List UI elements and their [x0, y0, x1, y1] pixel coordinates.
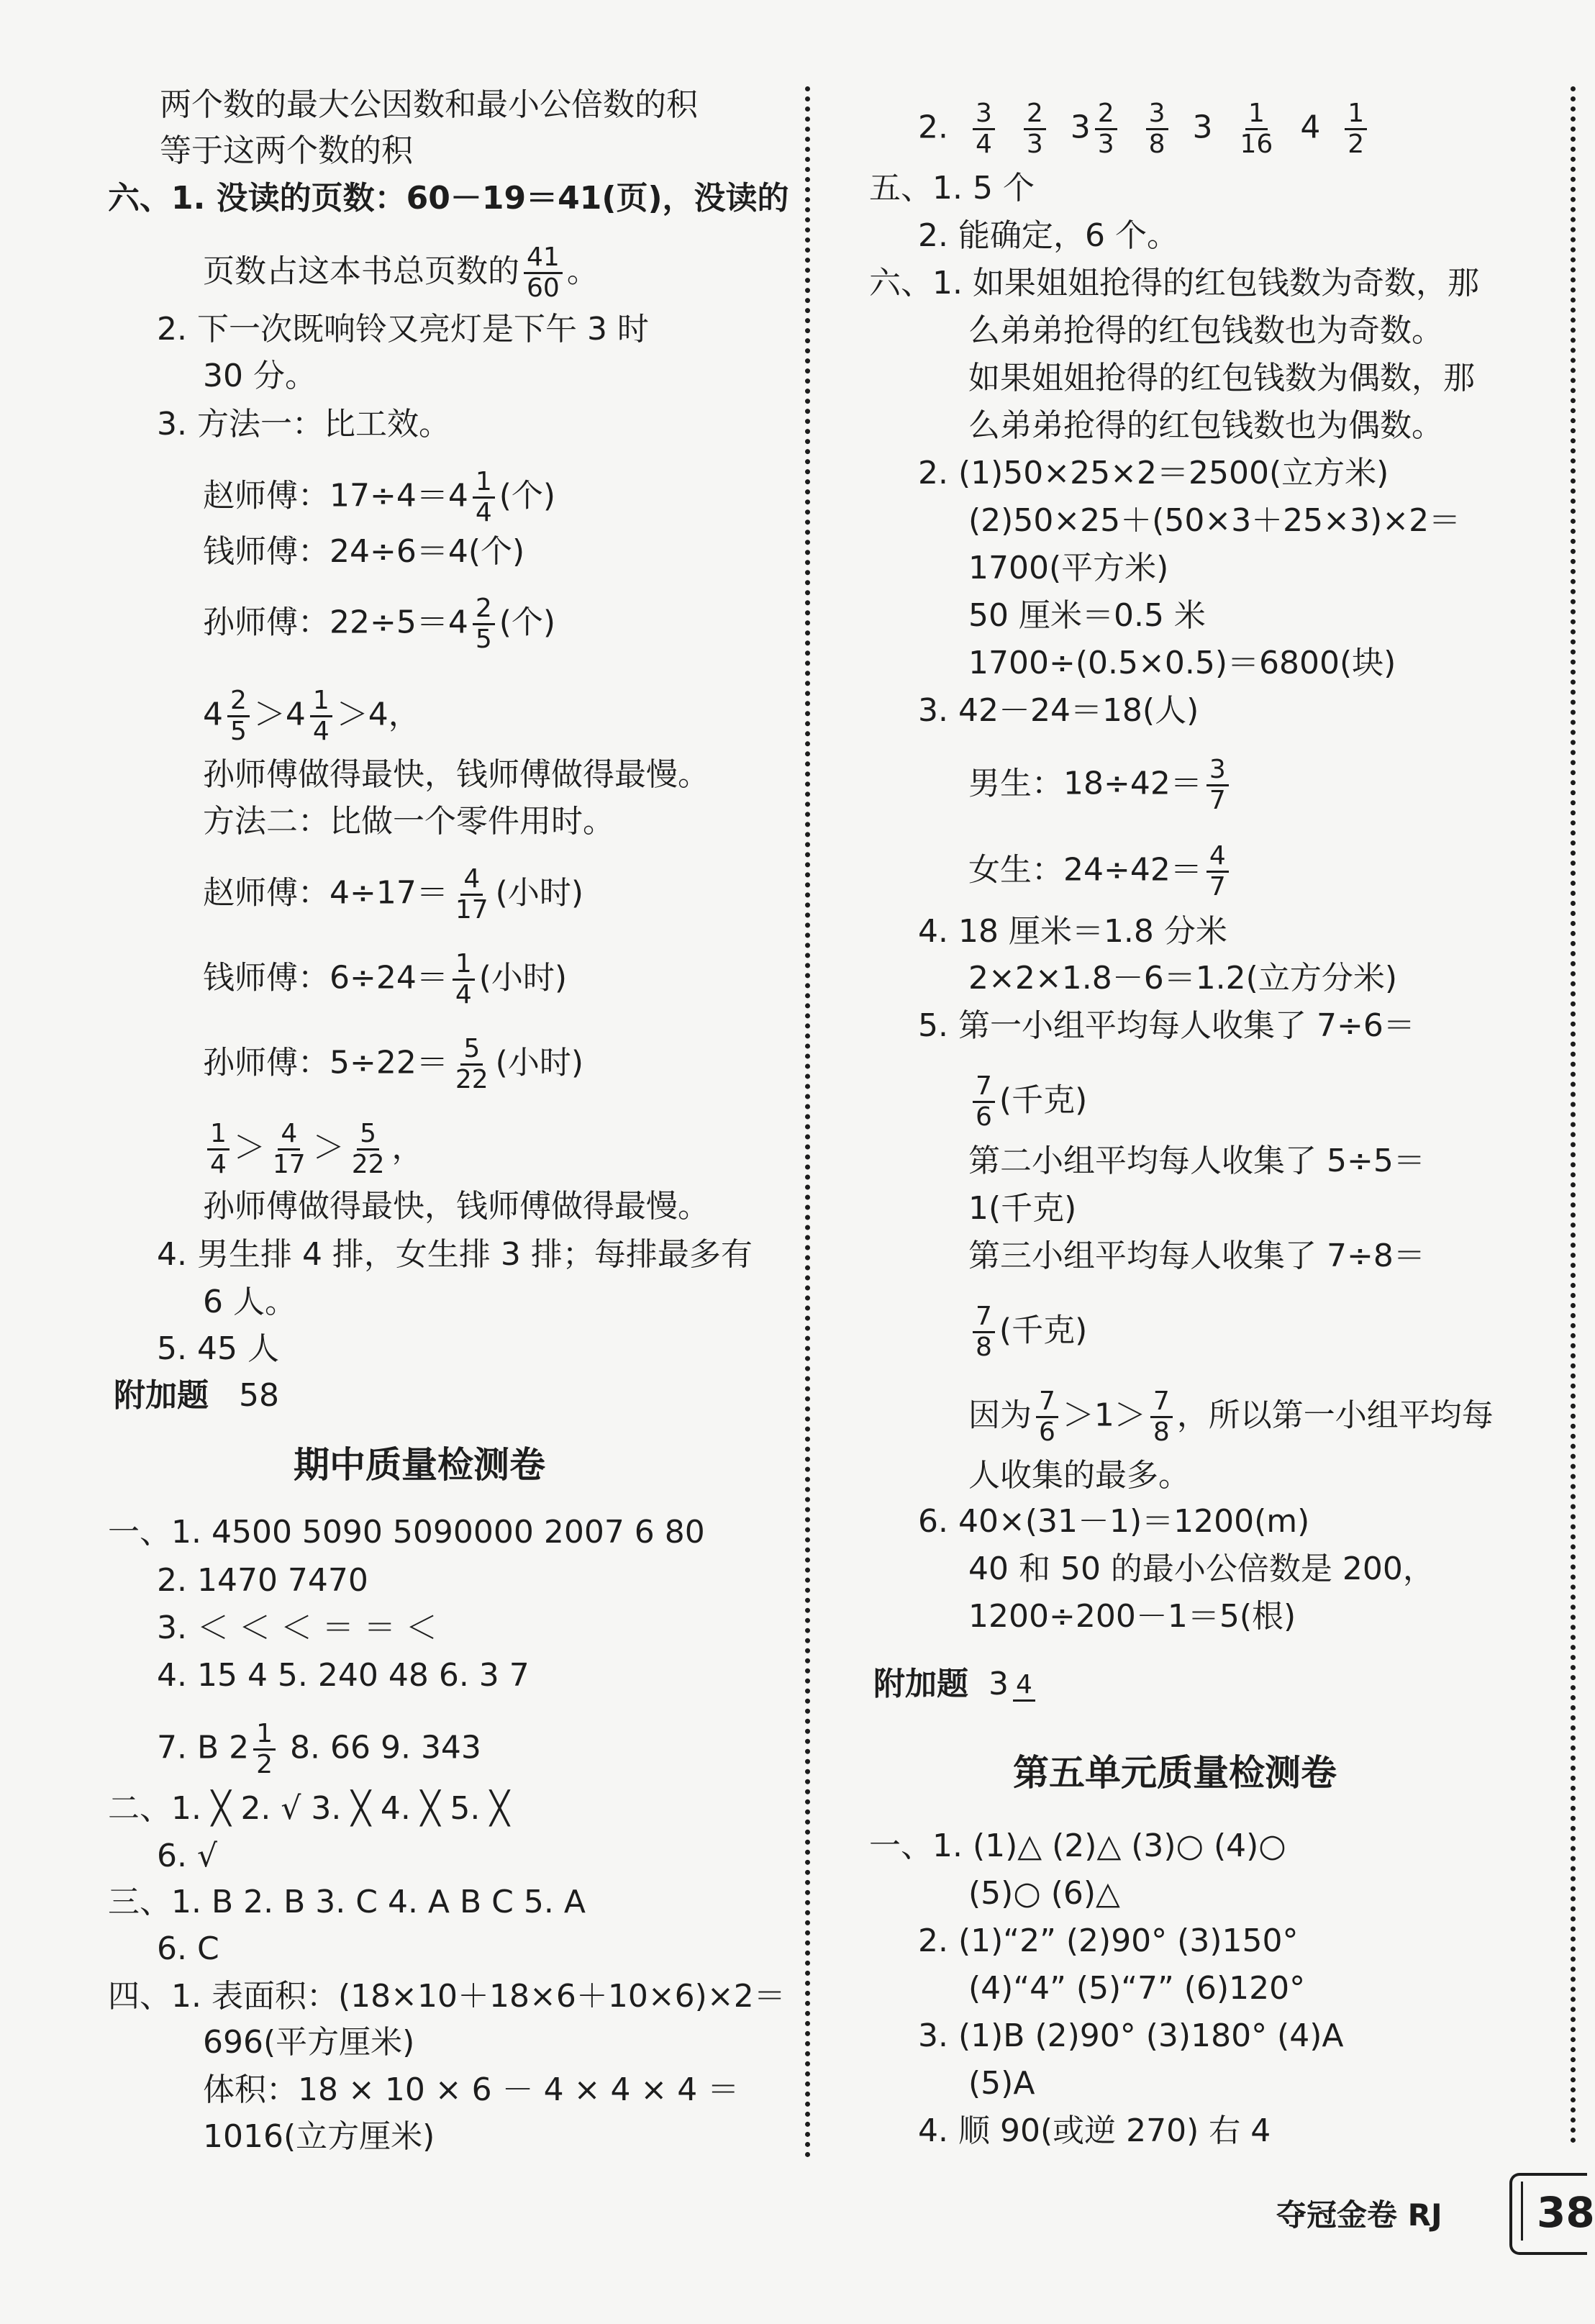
- fraction: $\frac{1}{2}$: [253, 1720, 276, 1779]
- midterm-1-3: 3. ＜ ＜ ＜ ＝ ＝ ＜: [157, 1610, 437, 1646]
- answer-6-2: 2. (1)50×25×2＝2500(立方米): [918, 455, 1389, 491]
- unit5-1-2-b: (4)“4” (5)“7” (6)120°: [968, 1970, 1306, 2007]
- answer-6-6-c: 1200÷200－1＝5(根): [968, 1598, 1296, 1635]
- answer-6-5-g: 因为 $\frac{7}{6}$ ＞1＞ $\frac{7}{8}$ ，所以第一小组平均每: [968, 1386, 1494, 1447]
- answer-6-3: 3. 42－24＝18(人): [918, 692, 1199, 729]
- calc-sun-2: 孙师傅：5÷22＝ $\frac{5}{22}$ (小时): [203, 1034, 584, 1094]
- answer-6-1-c: 如果姐姐抢得的红包钱数为偶数，那: [968, 360, 1475, 396]
- calc-qian-2: 钱师傅：6÷24＝ $\frac{1}{4}$ (小时): [203, 949, 568, 1009]
- midterm-1-7: 7. B 2 $\frac{1}{2}$ 8. 66 9. 343: [157, 1719, 481, 1779]
- question-6-3: 3. 方法一：比工效。: [157, 406, 450, 442]
- question-6-4: 4. 男生排 4 排，女生排 3 排；每排最多有: [157, 1236, 753, 1273]
- page-tab-binding: [1521, 2182, 1537, 2241]
- fraction: 4: [1013, 1671, 1035, 1702]
- footer-brand: 夺冠金卷 RJ: [1276, 2197, 1442, 2233]
- answer-6-5-c: 第二小组平均每人收集了 5÷5＝: [968, 1143, 1425, 1179]
- unit5-1-3: 3. (1)B (2)90° (3)180° (4)A: [918, 2017, 1344, 2054]
- calc-zhao-2: 赵师傅：4÷17＝ $\frac{4}{17}$ (小时): [203, 864, 584, 925]
- unit5-1-1-b: (5)○ (6)△: [968, 1875, 1120, 1912]
- result-1: 孙师傅做得最快，钱师傅做得最慢。: [203, 756, 709, 793]
- answer-6-4-b: 2×2×1.8－6＝1.2(立方分米): [968, 960, 1397, 997]
- answer-5-1: 五、1. 5 个: [869, 170, 1035, 206]
- midterm-1-1: 一、1. 4500 5090 5090000 2007 6 80: [108, 1514, 705, 1551]
- question-6-1: 六、1. 没读的页数：60－19＝41(页)，没读的: [108, 180, 789, 217]
- unit5-1-2: 2. (1)“2” (2)90° (3)150°: [918, 1923, 1299, 1959]
- comparison-1: 4 $\frac{2}{5}$ ＞4 $\frac{1}{4}$ ＞4，: [203, 686, 420, 746]
- method-2: 方法二：比做一个零件用时。: [203, 803, 614, 840]
- section-title-unit5: 第五单元质量检测卷: [1013, 1752, 1337, 1794]
- fraction: $\frac{4}{17}$: [272, 1119, 306, 1179]
- fraction: $\frac{1}{4}$: [310, 686, 332, 746]
- fraction: $\frac{7}{6}$: [1036, 1387, 1058, 1447]
- fraction: $\frac{7}{6}$: [973, 1072, 995, 1132]
- fraction: $\frac{7}{8}$: [973, 1302, 995, 1362]
- calc-zhao-1: 赵师傅：17÷4＝4 $\frac{1}{4}$ (个): [203, 467, 556, 527]
- answer-6-2-c: 1700(平方米): [968, 550, 1169, 586]
- answer-6-5-b: $\frac{7}{6}$ (千克): [968, 1072, 1087, 1132]
- answer-6-2-b: (2)50×25＋(50×3＋25×3)×2＝: [968, 502, 1461, 539]
- answer-6-6: 6. 40×(31－1)＝1200(m): [918, 1503, 1310, 1540]
- midterm-1-4: 4. 15 4 5. 240 48 6. 3 7: [157, 1657, 530, 1694]
- question-6-2-cont: 30 分。: [203, 358, 317, 394]
- answer-6-5-h: 人收集的最多。: [968, 1457, 1190, 1494]
- midterm-4-1-d: 1016(立方厘米): [203, 2118, 435, 2155]
- calc-girls: 女生：24÷42＝ $\frac{4}{7}$: [968, 842, 1233, 902]
- text-line: 等于这两个数的积: [160, 132, 413, 169]
- answer-6-2-e: 1700÷(0.5×0.5)＝6800(块): [968, 645, 1396, 681]
- comparison-2: $\frac{1}{4}$ ＞ $\frac{4}{17}$ ＞ $\frac{5}{22}$ ，: [203, 1120, 424, 1179]
- fraction: $\frac{1}{16}$: [1240, 99, 1273, 159]
- question-6-5: 5. 45 人: [157, 1330, 279, 1367]
- section-title-midterm: 期中质量检测卷: [294, 1444, 545, 1486]
- fraction: $\frac{3}{7}$: [1207, 755, 1229, 815]
- midterm-3-6: 6. C: [157, 1930, 219, 1967]
- midterm-4-1-c: 体积：18 × 10 × 6 － 4 × 4 × 4 ＝: [203, 2071, 740, 2108]
- answer-6-6-b: 40 和 50 的最小公倍数是 200，: [968, 1551, 1435, 1587]
- midterm-4-1-b: 696(平方厘米): [203, 2024, 415, 2061]
- midterm-2-6: 6. √: [157, 1838, 218, 1874]
- answer-6-2-d: 50 厘米＝0.5 米: [968, 597, 1206, 634]
- unit5-1-4: 4. 顺 90(或逆 270) 右 4: [918, 2112, 1271, 2149]
- fraction: $\frac{1}{4}$: [453, 950, 475, 1009]
- page-number: 38: [1537, 2188, 1595, 2237]
- answer-6-1-b: 么弟弟抢得的红包钱数也为奇数。: [968, 312, 1443, 349]
- fraction: $\frac{5}{22}$: [455, 1034, 489, 1094]
- answer-2-fractions: 2. $\frac{3}{4}$ $\frac{2}{3}$ 3 $\frac{2}{3}$ $\frac{3}{8}$ 3 $\frac{1}{16}$ 4 $\frac{1}{2}$: [918, 99, 1371, 159]
- fraction: $\frac{3}{4}$: [973, 99, 995, 159]
- answer-6-5: 5. 第一小组平均每人收集了 7÷6＝: [918, 1007, 1415, 1044]
- fraction: $\frac{1}{4}$: [473, 468, 495, 527]
- midterm-2-1: 二、1. ╳ 2. √ 3. ╳ 4. ╳ 5. ╳: [108, 1790, 509, 1827]
- answer-6-1: 六、1. 如果姐姐抢得的红包钱数为奇数，那: [869, 265, 1479, 301]
- question-6-4-cont: 6 人。: [203, 1284, 296, 1320]
- fraction: $\frac{2}{3}$: [1095, 99, 1117, 159]
- fraction: $\frac{4}{17}$: [455, 864, 489, 925]
- unit5-1-3-b: (5)A: [968, 2065, 1035, 2102]
- fraction: $\frac{1}{2}$: [1345, 99, 1367, 159]
- fraction: $\frac{7}{8}$: [1150, 1387, 1173, 1447]
- text-line: 两个数的最大公因数和最小公倍数的积: [160, 86, 698, 123]
- answer-6-1-d: 么弟弟抢得的红包钱数也为偶数。: [968, 407, 1443, 444]
- question-6-1-cont: 页数占这本书总页数的 $\frac{41}{60}$ 。: [203, 242, 599, 303]
- fraction: $\frac{2}{3}$: [1024, 99, 1046, 159]
- midterm-4-1: 四、1. 表面积：(18×10＋18×6＋10×6)×2＝: [108, 1978, 786, 2015]
- fraction: $\frac{3}{8}$: [1146, 99, 1168, 159]
- fraction: $\frac{2}{5}$: [473, 594, 495, 654]
- fraction: $\frac{5}{22}$: [351, 1119, 385, 1179]
- edge-divider: [1571, 86, 1576, 2144]
- calc-sun-1: 孙师傅：22÷5＝4 $\frac{2}{5}$ (个): [203, 594, 556, 654]
- fraction: $\frac{41}{60}$: [524, 243, 563, 303]
- answer-6-4: 4. 18 厘米＝1.8 分米: [918, 913, 1227, 950]
- midterm-3-1: 三、1. B 2. B 3. C 4. A B C 5. A: [108, 1884, 586, 1920]
- fraction: $\frac{4}{7}$: [1207, 842, 1229, 902]
- fraction: $\frac{2}{5}$: [227, 686, 250, 746]
- answer-6-5-f: $\frac{7}{8}$ (千克): [968, 1302, 1087, 1362]
- extra-question-left: 附加题 58: [114, 1377, 279, 1414]
- answer-6-5-e: 第三小组平均每人收集了 7÷8＝: [968, 1238, 1425, 1274]
- column-divider: [805, 86, 810, 2159]
- calc-qian-1: 钱师傅：24÷6＝4(个): [203, 533, 525, 570]
- answer-6-5-d: 1(千克): [968, 1190, 1077, 1227]
- fraction: $\frac{1}{4}$: [207, 1120, 230, 1179]
- answer-5-2: 2. 能确定，6 个。: [918, 217, 1178, 254]
- calc-boys: 男生：18÷42＝ $\frac{3}{7}$: [968, 755, 1233, 815]
- page-number-tab: [1509, 2173, 1595, 2255]
- extra-question-right: 附加题 3 4: [873, 1663, 1040, 1705]
- question-6-2: 2. 下一次既响铃又亮灯是下午 3 时: [157, 311, 649, 348]
- unit5-1-1: 一、1. (1)△ (2)△ (3)○ (4)○: [869, 1828, 1286, 1864]
- midterm-1-2: 2. 1470 7470: [157, 1562, 368, 1599]
- result-2: 孙师傅做得最快，钱师傅做得最慢。: [203, 1188, 709, 1225]
